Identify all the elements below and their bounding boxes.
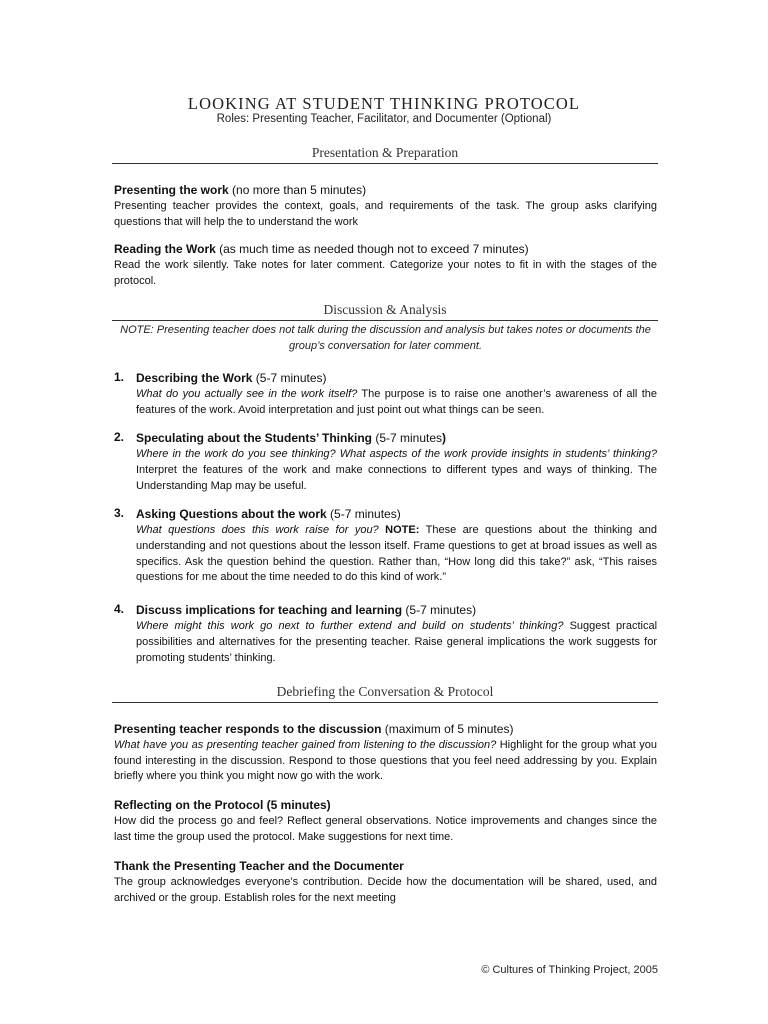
- describing-work-text: What do you actually see in the work itself? The purpose is to raise one another’s awareness of all the features of the work. Avoid interpretation and just point out what things can be seen.: [136, 388, 657, 416]
- asking-questions-heading: Asking Questions about the work (5-7 minutes): [136, 507, 401, 521]
- asking-questions-text: What questions does this work raise for you? NOTE: These are questions about the thinking and understanding and not questions about the lesson itself. Frame questions to get at broad issues as well as specifics. Ask the question behind the question. Rather than, “How long did this take?” ask, “This raises questions for me about the time needed to do this kind of work.”: [136, 524, 658, 584]
- teacher-responds-heading: Presenting teacher responds to the discussion (maximum of 5 minutes): [114, 722, 514, 736]
- presenting-work-text: Presenting teacher provides the context, goals, and requirements of the task. The group asks clarifying questions that will help the to understand the work: [114, 200, 657, 228]
- presenting-work-heading: Presenting the work (no more than 5 minutes): [114, 183, 367, 197]
- section-divider: [112, 702, 658, 703]
- describing-work-item: [136, 370, 657, 419]
- reflecting-heading: Reflecting on the Protocol (5 minutes): [114, 798, 331, 812]
- reflecting-text: How did the process go and feel? Reflect general observations. Notice improvements and changes since the last time the group used the protocol. Make suggestions for next time.: [114, 815, 657, 843]
- thanks-text: The group acknowledges everyone’s contribution. Decide how the documentation will be shared, used, and archived or the group. Establish roles for the next meeting: [114, 876, 657, 904]
- section-heading-debriefing: Debriefing the Conversation & Protocol: [276, 684, 494, 699]
- teacher-responds-text: What have you as presenting teacher gained from listening to the discussion? Highlight for the group what you found interesting in the discussion. Respond to those questions that you feel need addressing by you. Explain briefly where you think you might now go with the work.: [114, 739, 657, 783]
- item-number: 3.: [114, 506, 125, 520]
- reading-work-block: [114, 241, 657, 289]
- section-divider: [112, 163, 658, 164]
- discussion-note: NOTE: Presenting teacher does not talk during the discussion and analysis but takes notes or documents the group’s conversation for later comment.: [120, 324, 651, 352]
- section-heading-presentation: Presentation & Preparation: [311, 145, 459, 160]
- reading-work-heading: Reading the Work (as much time as needed though not to exceed 7 minutes): [114, 242, 529, 256]
- item-number: 2.: [114, 430, 125, 444]
- asking-questions-item: [136, 506, 657, 586]
- describing-work-heading: Describing the Work (5-7 minutes): [136, 371, 327, 385]
- speculating-heading: Speculating about the Students’ Thinking (5-7 minutes): [136, 431, 447, 445]
- thanks-heading: Thank the Presenting Teacher and the Documenter: [114, 859, 404, 873]
- section-divider: [112, 320, 658, 321]
- teacher-responds-block: [114, 721, 657, 785]
- copyright-footer: © Cultures of Thinking Project, 2005: [481, 964, 658, 976]
- section-heading-discussion: Discussion & Analysis: [323, 302, 447, 317]
- item-number: 1.: [114, 370, 125, 384]
- page-title: LOOKING AT STUDENT THINKING PROTOCOL: [187, 94, 581, 113]
- page-subtitle: Roles: Presenting Teacher, Facilitator, and Documenter (Optional): [216, 113, 552, 125]
- reflecting-block: [114, 797, 657, 845]
- thanks-block: [114, 858, 657, 906]
- reading-work-text: Read the work silently. Take notes for later comment. Categorize your notes to fit in with the stages of the protocol.: [114, 259, 657, 287]
- presenting-work-block: [114, 182, 657, 230]
- implications-heading: Discuss implications for teaching and learning (5-7 minutes): [136, 603, 477, 617]
- implications-item: [136, 602, 657, 666]
- item-number: 4.: [114, 602, 125, 616]
- speculating-text: Where in the work do you see thinking? What aspects of the work provide insights in students’ thinking? Interpret the features of the work and make connections to different types and ways of thinking. The Understanding Map may be useful.: [136, 448, 657, 492]
- speculating-item: [136, 430, 657, 494]
- implications-text: Where might this work go next to further extend and build on students’ thinking? Suggest practical possibilities and alternatives for the presenting teacher. Raise general implications the work suggests for promoting students’ thinking.: [136, 620, 658, 664]
